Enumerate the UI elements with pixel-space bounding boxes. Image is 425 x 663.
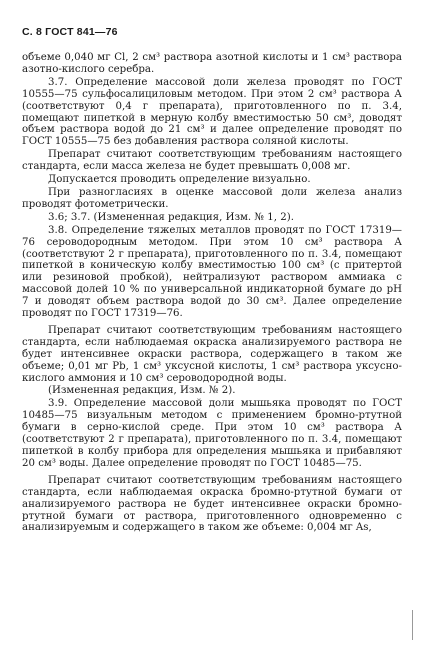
paragraph-continuation: объеме 0,040 мг Cl, 2 см³ раствора азотной кислоты и 1 см³ раствора азотно-кислого серебра.: [22, 52, 402, 75]
paragraph-3-7: 3.7. Определение массовой доли железа проводят по ГОСТ 10555—75 сульфосалициловым методом. При этом 2 см³ раствора А (соответствуют 0,4 г препарата), приготовленного по п. 3.4, помещают пипеткой в мерную колбу вместимостью 50 см³, доводят объем раствора водой до 21 см³ и далее определение проводят по ГОСТ 10555—75 без добавления раствора соляной кислоты.: [22, 76, 402, 148]
paragraph-revision-2: (Измененная редакция, Изм. № 2).: [48, 385, 236, 397]
paragraph-heavy-metals-limit: Препарат считают соответствующим требованиям настоящего стандарта, если наблюдаемая окраска анализируемого раствора не будет интенсивнее окраски раствора, содержащего в таком же объеме; 0,01 мг Pb, 1 см³ уксусной кислоты, 1 см³ раствора уксусно-кислого аммония и 10 см³ сероводородной воды.: [22, 324, 402, 384]
paragraph-revision-1: 3.6; 3.7. (Измененная редакция, Изм. № 1, 2).: [48, 211, 294, 223]
document-body: [22, 52, 402, 535]
paragraph-visual: Допускается проводить определение визуально.: [48, 174, 311, 186]
paragraph-3-9: 3.9. Определение массовой доли мышьяка проводят по ГОСТ 10485—75 визуальным методом с применением бромно-ртутной бумаги в серно-кислой среде. При этом 10 см³ раствора А (соответствуют 2 г препарата), приготовленного по п. 3.4, помещают пипеткой в колбу прибора для определения мышьяка и прибавляют 20 см³ воды. Далее определение проводят по ГОСТ 10485—75.: [22, 398, 402, 469]
page-header: С. 8 ГОСТ 841—76: [22, 26, 118, 38]
paragraph-3-8: 3.8. Определение тяжелых металлов проводят по ГОСТ 17319—76 сероводородным методом. При этом 10 см³ раствора А (соответствуют 2 г препарата), приготовленного по п. 3.4, помещают пипеткой в коническую колбу вместимостью 100 см³ (с притертой или резиновой пробкой), нейтрализуют раствором аммиака с массовой долей 10 % по универсальной индикаторной бумаге до pH 7 и доводят объем раствора водой до 30 см³. Далее определение проводят по ГОСТ 17319—76.: [22, 224, 402, 320]
paragraph-disagreement: При разногласиях в оценке массовой доли железа анализ проводят фотометрически.: [22, 186, 402, 210]
paragraph-iron-limit: Препарат считают соответствующим требованиям настоящего стандарта, если масса железа не будет превышать 0,008 мг.: [22, 149, 402, 173]
paragraph-arsenic-limit: Препарат считают соответствующим требованиям настоящего стандарта, если наблюдаемая окраска бромно-ртутной бумаги от анализируемого раствора не будет интенсивнее окраски бромно-ртутной бумаги от раствора, приготовленного одновременно с анализируемым и содержащего в таком же объеме: 0,004 мг As,: [22, 474, 402, 534]
page-edge-mark: [412, 610, 413, 640]
